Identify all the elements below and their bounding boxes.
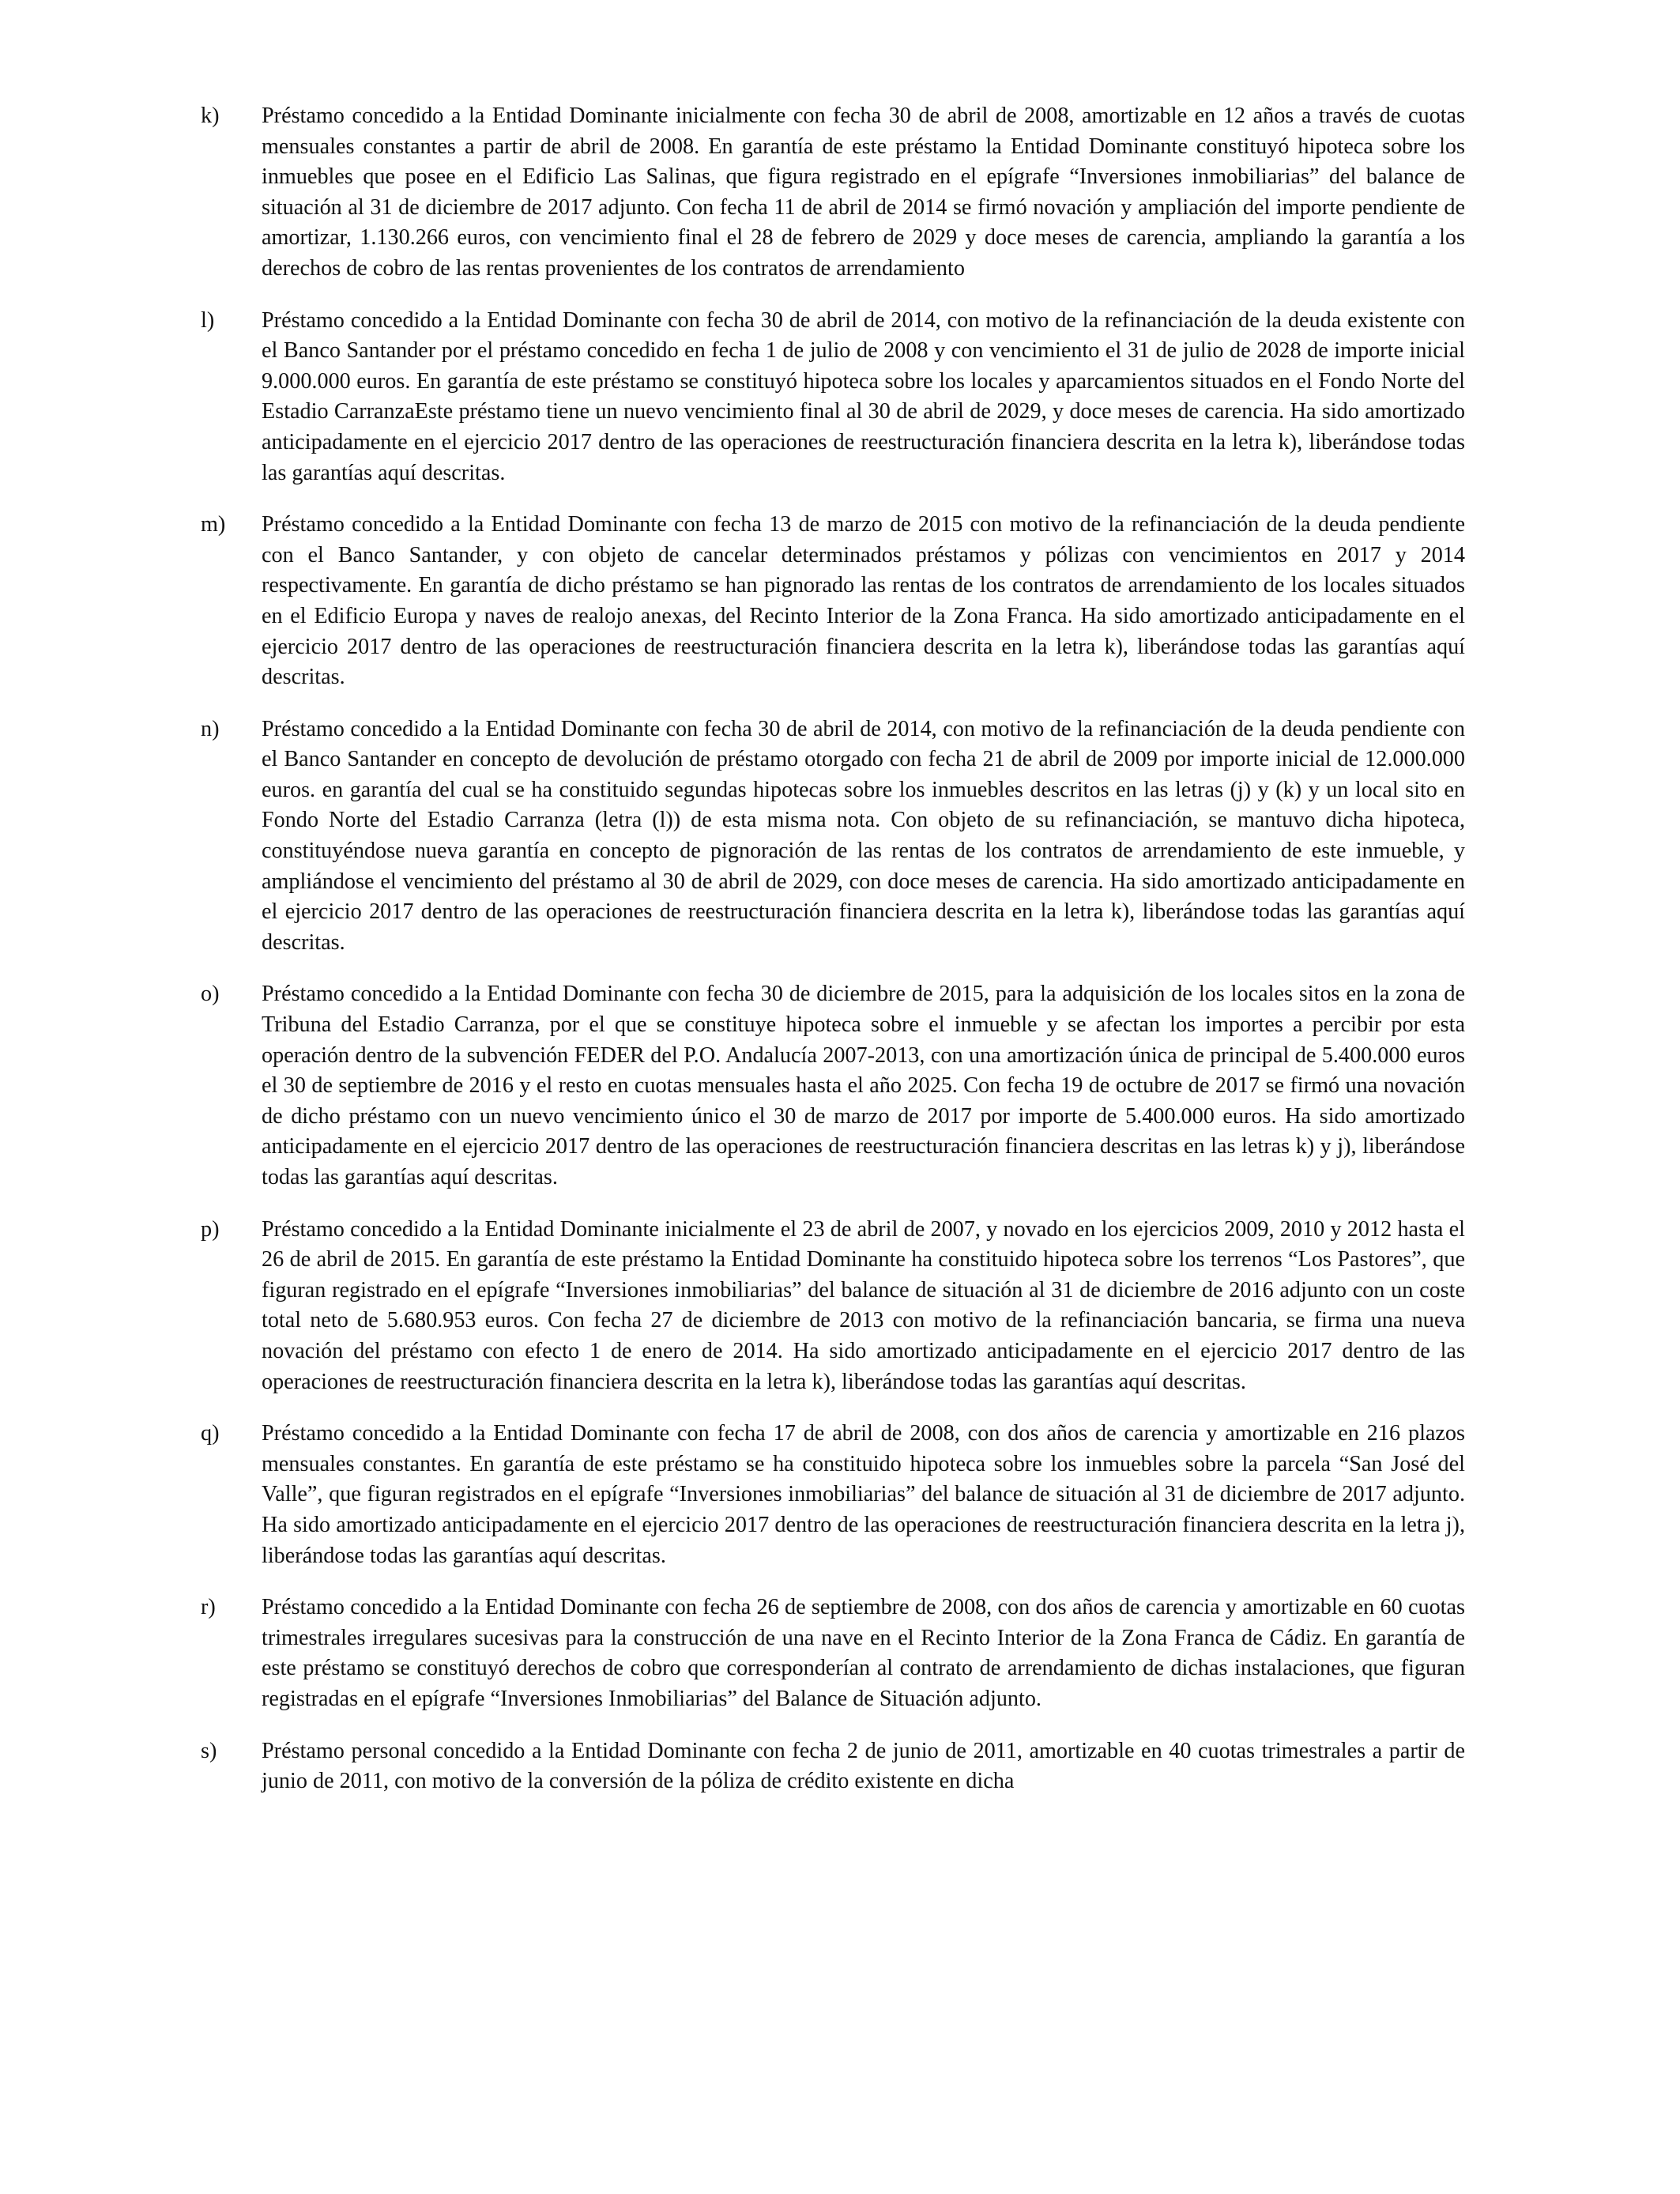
item-marker: q): [201, 1421, 220, 1446]
list-item-r: [201, 1593, 1465, 1714]
item-text: Préstamo personal concedido a la Entidad Dominante con fecha 2 de junio de 2011, amortizable en 40 cuotas trimestrales a partir de junio de 2011, con motivo de la conversión de la póliza de crédito existente en dicha: [262, 1738, 1465, 1794]
item-marker: k): [201, 104, 220, 128]
list-item-k: [201, 101, 1465, 285]
item-marker: s): [201, 1738, 217, 1763]
list-item-l: [201, 306, 1465, 489]
list-item-p: [201, 1215, 1465, 1398]
item-text: Préstamo concedido a la Entidad Dominante con fecha 30 de diciembre de 2015, para la adquisición de los locales sitos en la zona de Tribuna del Estadio Carranza, por el que se constituye hipoteca sobre el inmueble y se afectan los importes a percibir por esta operación dentro de la subvención FEDER del P.O. Andalucía 2007-2013, con una amortización única de principal de 5.400.000 euros el 30 de septiembre de 2016 y el resto en cuotas mensuales hasta el año 2025. Con fecha 19 de octubre de 2017 se firmó una novación de dicho préstamo con un nuevo vencimiento único el 30 de marzo de 2017 por importe de 5.400.000 euros. Ha sido amortizado anticipadamente en el ejercicio 2017 dentro de las operaciones de reestructuración financiera descritas en las letras k) y j), liberándose todas las garantías aquí descritas.: [262, 982, 1465, 1189]
item-text: Préstamo concedido a la Entidad Dominante con fecha 13 de marzo de 2015 con motivo de la refinanciación de la deuda pendiente con el Banco Santander, y con objeto de cancelar determinados préstamos y pólizas con vencimientos en 2017 y 2014 respectivamente. En garantía de dicho préstamo se han pignorado las rentas de los contratos de arrendamiento de los locales situados en el Edificio Europa y naves de realojo anexas, del Recinto Interior de la Zona Franca. Ha sido amortizado anticipadamente en el ejercicio 2017 dentro de las operaciones de reestructuración financiera descrita en la letra k), liberándose todas las garantías aquí descritas.: [262, 512, 1465, 690]
item-text: Préstamo concedido a la Entidad Dominante inicialmente con fecha 30 de abril de 2008, amortizable en 12 años a través de cuotas mensuales constantes a partir de abril de 2008. En garantía de este préstamo la Entidad Dominante constituyó hipoteca sobre los inmuebles que posee en el Edificio Las Salinas, que figura registrado en el epígrafe “Inversiones inmobiliarias” del balance de situación al 31 de diciembre de 2017 adjunto. Con fecha 11 de abril de 2014 se firmó novación y ampliación del importe pendiente de amortizar, 1.130.266 euros, con vencimiento final el 28 de febrero de 2029 y doce meses de carencia, ampliando la garantía a los derechos de cobro de las rentas provenientes de los contratos de arrendamiento: [262, 104, 1465, 281]
item-marker: o): [201, 982, 220, 1007]
item-marker: m): [201, 512, 226, 537]
loan-items-list: [201, 101, 1465, 1819]
list-item-o: [201, 979, 1465, 1193]
item-marker: r): [201, 1595, 216, 1620]
item-text: Préstamo concedido a la Entidad Dominante con fecha 30 de abril de 2014, con motivo de la refinanciación de la deuda pendiente con el Banco Santander en concepto de devolución de préstamo otorgado con fecha 21 de abril de 2009 por importe inicial de 12.000.000 euros. en garantía del cual se ha constituido segundas hipotecas sobre los inmuebles descritos en las letras (j) y (k) y un local sito en Fondo Norte del Estadio Carranza (letra (l)) de esta misma nota. Con objeto de su refinanciación, se mantuvo dicha hipoteca, constituyéndose nueva garantía en concepto de pignoración de las rentas de los contratos de arrendamiento de este inmueble, y ampliándose el vencimiento del préstamo al 30 de abril de 2029, con doce meses de carencia. Ha sido amortizado anticipadamente en el ejercicio 2017 dentro de las operaciones de reestructuración financiera descrita en la letra k), liberándose todas las garantías aquí descritas.: [262, 716, 1465, 955]
list-item-q: [201, 1419, 1465, 1571]
item-marker: p): [201, 1216, 220, 1242]
item-text: Préstamo concedido a la Entidad Dominante inicialmente el 23 de abril de 2007, y novado en los ejercicios 2009, 2010 y 2012 hasta el 26 de abril de 2015. En garantía de este préstamo la Entidad Dominante ha constituido hipoteca sobre los terrenos “Los Pastores”, que figuran registrado en el epígrafe “Inversiones inmobiliarias” del balance de situación al 31 de diciembre de 2016 adjunto con un coste total neto de 5.680.953 euros. Con fecha 27 de diciembre de 2013 con motivo de la refinanciación bancaria, se firma una nueva novación del préstamo con efecto 1 de enero de 2014. Ha sido amortizado anticipadamente en el ejercicio 2017 dentro de las operaciones de reestructuración financiera descrita en la letra k), liberándose todas las garantías aquí descritas.: [262, 1216, 1465, 1394]
item-text: Préstamo concedido a la Entidad Dominante con fecha 17 de abril de 2008, con dos años de carencia y amortizable en 216 plazos mensuales constantes. En garantía de este préstamo se ha constituido hipoteca sobre los inmuebles sobre la parcela “San José del Valle”, que figuran registrados en el epígrafe “Inversiones inmobiliarias” del balance de situación al 31 de diciembre de 2017 adjunto. Ha sido amortizado anticipadamente en el ejercicio 2017 dentro de las operaciones de reestructuración financiera descrita en la letra j), liberándose todas las garantías aquí descritas.: [262, 1421, 1465, 1568]
item-text: Préstamo concedido a la Entidad Dominante con fecha 30 de abril de 2014, con motivo de la refinanciación de la deuda existente con el Banco Santander por el préstamo concedido en fecha 1 de julio de 2008 y con vencimiento el 31 de julio de 2028 de importe inicial 9.000.000 euros. En garantía de este préstamo se constituyó hipoteca sobre los locales y aparcamientos situados en el Fondo Norte del Estadio CarranzaEste préstamo tiene un nuevo vencimiento final al 30 de abril de 2029, y doce meses de carencia. Ha sido amortizado anticipadamente en el ejercicio 2017 dentro de las operaciones de reestructuración financiera descrita en la letra k), liberándose todas las garantías aquí descritas.: [262, 307, 1465, 485]
list-item-m: [201, 510, 1465, 693]
item-marker: n): [201, 716, 220, 741]
list-item-n: [201, 714, 1465, 959]
list-item-s: [201, 1736, 1465, 1797]
item-marker: l): [201, 307, 215, 333]
item-text: Préstamo concedido a la Entidad Dominante con fecha 26 de septiembre de 2008, con dos años de carencia y amortizable en 60 cuotas trimestrales irregulares sucesivas para la construcción de una nave en el Recinto Interior de la Zona Franca de Cádiz. En garantía de este préstamo se constituyó derechos de cobro que corresponderían al contrato de arrendamiento de dichas instalaciones, que figuran registradas en el epígrafe “Inversiones Inmobiliarias” del Balance de Situación adjunto.: [262, 1595, 1465, 1711]
